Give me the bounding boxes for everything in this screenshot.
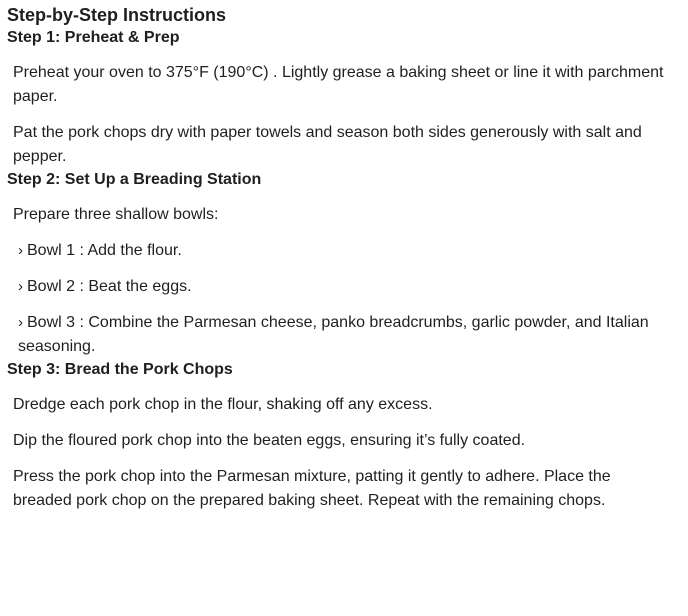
step-1-heading: Step 1: Preheat & Prep xyxy=(7,29,180,46)
step-1-paragraph-1: Preheat your oven to 375°F (190°C) . Lightly grease a baking sheet or line it with parchment paper. xyxy=(13,64,664,105)
list-item-text: Bowl 1 : Add the flour. xyxy=(27,242,182,259)
chevron-right-icon: › xyxy=(18,278,23,295)
list-item xyxy=(7,311,670,359)
step-3-heading: Step 3: Bread the Pork Chops xyxy=(7,361,233,378)
step-3-paragraph-3: Press the pork chop into the Parmesan mixture, patting it gently to adhere. Place the breaded pork chop on the prepared baking sheet. Repeat with the remaining chops. xyxy=(13,468,611,509)
chevron-right-icon: › xyxy=(18,242,23,259)
list-item xyxy=(7,239,670,263)
page-title: Step-by-Step Instructions xyxy=(7,5,227,25)
step-1-paragraph-2: Pat the pork chops dry with paper towels and season both sides generously with salt and pepper. xyxy=(13,124,642,165)
chevron-right-icon: › xyxy=(18,314,23,331)
step-2-paragraph-1: Prepare three shallow bowls: xyxy=(13,206,219,223)
step-3-paragraph-1: Dredge each pork chop in the flour, shaking off any excess. xyxy=(13,396,433,413)
step-2-heading: Step 2: Set Up a Breading Station xyxy=(7,171,262,188)
list-item-text: Bowl 3 : Combine the Parmesan cheese, panko breadcrumbs, garlic powder, and Italian seasoning. xyxy=(18,314,649,355)
step-3-paragraph-2: Dip the floured pork chop into the beaten eggs, ensuring it’s fully coated. xyxy=(13,432,526,449)
list-item-text: Bowl 2 : Beat the eggs. xyxy=(27,278,192,295)
list-item xyxy=(7,275,670,299)
